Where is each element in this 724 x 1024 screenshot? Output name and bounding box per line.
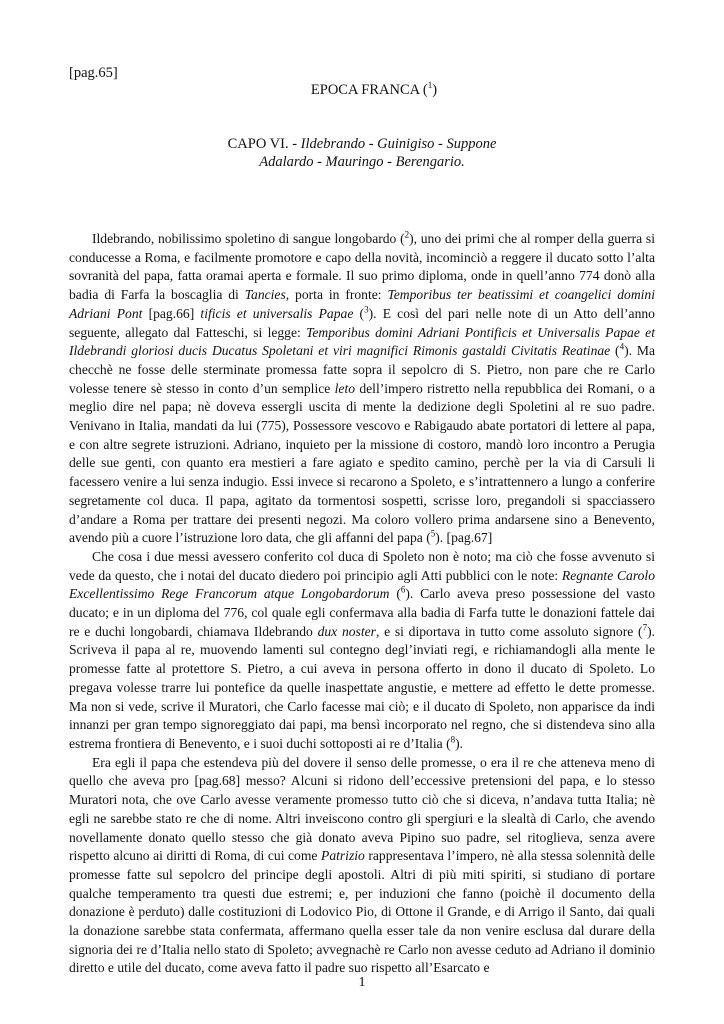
page-reference: [pag.65] xyxy=(69,65,118,81)
text-run: Che cosa i due messi avessero conferito col duca di Spoleto non è noto; ma ciò che fosse avvenuto si vede da questo, che i notai del ducato diedero poi principio agli Atti pubblici con le note: xyxy=(69,548,655,583)
text-run: ). [pag.67] xyxy=(435,530,493,546)
chapter-heading-line-2 xyxy=(0,153,724,171)
footnote-ref: 8 xyxy=(450,734,456,745)
text-run: ( xyxy=(353,305,365,321)
body-text xyxy=(69,230,655,978)
text-run: ). E così del pari nelle note di un Atto dell’anno seguente, allegato dal Fatteschi, si legge: xyxy=(69,305,655,340)
chapter-heading-line-1 xyxy=(0,135,724,153)
text-run: ). xyxy=(455,735,464,751)
text-run: rappresentava l’impero, nè alla stessa solennità delle promesse fatte sul sepolcro del principe degli apostoli. Altri di più miti spiriti, si studiano di portare qualche temperamento tra questi due estremi; e, per induzioni che fanno (poichè il documento della donazione è perduto) dalle costituzioni di Lodovico Pio, di Ottone il Grande, e di Arrigo il Santo, dai quali la donazione sarebbe stata confermata, affermano quella esser tale da non venire esclusa dal durare della signoria dei re d’Italia nello stato di Spoleto; avvegnachè re Carlo non avesse ceduto ad Adriano il dominio diretto e utile del ducato, come aveva fatto il padre suo rispetto all’Esarcato e xyxy=(69,848,655,976)
text-run: ), uno dei primi che al romper della guerra si conducesse a Roma, e facilmente promotore e capo della novità, incominciò a reggere il ducato sotto l’alta sovranità del papa, fatta oramai aperta e formale. Il suo primo diploma, onde in quell’anno 774 donò alla badia di Farfa la boscaglia di xyxy=(69,231,655,303)
text-run: ). Scriveva il papa al re, muovendo lamenti sul contegno degl’inviati regi, e richiamandogli alla mente le promesse fatte al protettore S. Pietro, a cui aveva in persona offerto in dono il ducato di Spoleto. Lo pregava volesse trarre lui pontefice da quelle inaspettate angustie, e mettere ad effetto le dette promesse. Ma non si vede, scrive il Muratori, che Carlo facesse mai ciò; e il ducato di Spoleto, non apparisce da indi innanzi per gran tempo signoreggiato dai papi, ma bensì incorporato nel regno, che si distendeva sino alla estrema frontiera di Benevento, e i suoi duchi sottoposti ai re d’Italia ( xyxy=(69,623,655,751)
footnote-ref: 3 xyxy=(364,304,369,315)
italic-text: leto xyxy=(334,380,356,396)
section-title-close: ) xyxy=(432,82,438,98)
chapter-names-1: Ildebrando - Guinigiso - Suppone xyxy=(300,136,497,152)
footnote-ref: 5 xyxy=(430,528,436,539)
footnote-ref: 7 xyxy=(642,622,648,633)
italic-text: Temporibus domini Adriani Pontificis et Universalis Papae et Ildebrandi gloriosi ducis Ducatus Spoletani et viri magnifici Rimonis gastaldi Civitatis Reatinae xyxy=(69,324,655,359)
text-run: , porta in fronte: xyxy=(285,287,388,303)
chapter-prefix: CAPO VI. - xyxy=(227,136,301,152)
text-run: [pag.66] xyxy=(142,305,201,321)
footnote-ref: 6 xyxy=(400,584,406,595)
footnote-ref: 1 xyxy=(427,80,433,91)
italic-text: Patrizio xyxy=(321,848,365,864)
text-run: ( xyxy=(610,343,620,359)
paragraph xyxy=(69,548,655,754)
paragraph xyxy=(69,230,655,548)
italic-text: Tancies xyxy=(244,287,286,303)
chapter-names-2: Adalardo - Mauringo - Berengario. xyxy=(259,154,465,170)
footnote-ref: 2 xyxy=(404,229,410,240)
text-run: Era egli il papa che estendeva più del dovere il senso delle promesse, o era il re che atteneva meno di quello che aveva pro [pag.68] messo? Alcuni si ridono dell’eccessive pretensioni del papa, e lo stesso Muratori nota, che ove Carlo avesse veramente promesso tutto ciò che si diceva, n’andava tutta Italia; nè egli ne sarebbe stato re che di nome. Altri inveiscono contro gli spergiuri e la slealtà di Carlo, che avendo novellamente donato quello stesso che già donato aveva Pipino suo padre, sel ritoglieva, senza avere rispetto alcuno ai diritti di Roma, di cui come xyxy=(69,754,655,864)
italic-text: Regnante Carolo Excellentissimo Rege Francorum atque Longobardorum xyxy=(69,567,655,602)
italic-text: dux noster xyxy=(317,623,376,639)
page-number: 1 xyxy=(358,975,366,990)
italic-text: tificis et universalis Papae xyxy=(200,305,354,321)
chapter-heading xyxy=(0,135,724,171)
footnote-ref: 4 xyxy=(619,341,625,352)
paragraph xyxy=(69,754,655,978)
section-title xyxy=(0,81,724,99)
section-title-text: EPOCA FRANCA ( xyxy=(310,82,428,98)
text-run: , e si diportava in tutto come assoluto signore ( xyxy=(375,623,643,639)
italic-text: Temporibus ter beatissimi et coangelici domini Adriani Pont xyxy=(69,287,656,321)
text-run: dell’impero ristretto nella repubblica dei Romani, o a meglio dire nel papa; nè doveva essergli uscita di mente la dedizione degli Spoletini al re suo padre. Venivano in Italia, mandati da lui (775), Possessore vescovo e Rabigaudo abate portatori di lettere al papa, e con altre segrete istruzioni. Adriano, inquieto per la missione di costoro, mandò loro incontro a Perugia delle sue genti, con quanto era mestieri a fare agiato e spedito camino, perchè per la via di Carsuli li facessero venire a lui senza indugio. Essi invece si recarono a Spoleto, e s’intrattennero a lungo a conferire segretamente col duca. Il papa, agitato da tormentosi sospetti, scrisse loro, pregandoli si spacciassero d’andare a Roma per trattare dei presenti negozi. Ma coloro vollero prima andarsene sino a Benevento, avendo più a cuore l’istruzione loro data, che gli affanni del papa ( xyxy=(69,380,655,546)
text-run: ). Ma checchè ne fosse delle sterminate promessa fatte sopra il sepolcro di S. Pietro, non pare che re Carlo volesse tenere sè stesso in conto d’un semplice xyxy=(69,343,655,396)
text-run: ( xyxy=(389,586,401,602)
text-run: ). Carlo aveva preso possessione del vasto ducato; e in un diploma del 776, col quale egli confermava alla badia di Farfa tutte le donazioni fattele dai re e duchi longobardi, chiamava Ildebrando xyxy=(69,586,655,639)
text-run: Ildebrando, nobilissimo spoletino di sangue longobardo ( xyxy=(92,231,405,246)
